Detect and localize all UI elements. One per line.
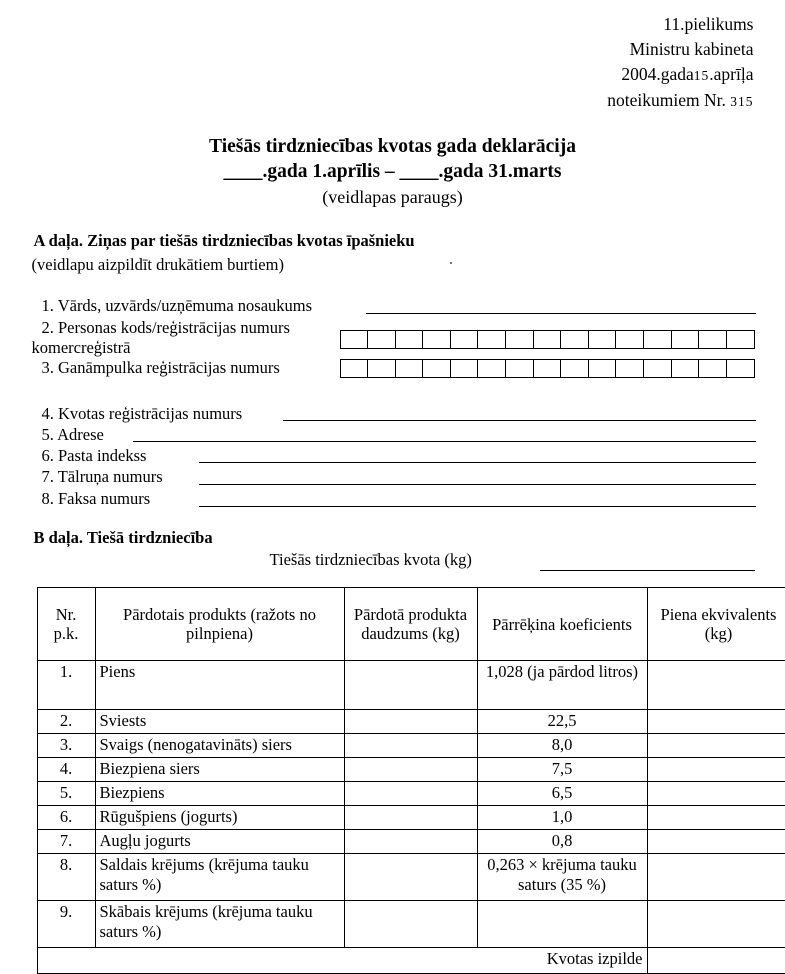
row-amount-input[interactable] xyxy=(344,710,477,734)
table-row xyxy=(37,782,785,806)
comb-cell[interactable] xyxy=(616,360,644,377)
title-note: (veidlapas paraugs) xyxy=(18,185,768,210)
header-line-cabinet: Ministru kabineta xyxy=(454,37,754,62)
header-line-date xyxy=(454,62,754,88)
row-product: Piens xyxy=(95,661,344,710)
field-2-label-cont: komercreģistrā xyxy=(32,338,131,358)
row-equivalent-input[interactable] xyxy=(647,734,785,758)
document-title xyxy=(18,134,768,210)
row-coefficient: 8,0 xyxy=(477,734,647,758)
comb-cell[interactable] xyxy=(644,331,672,348)
table-head xyxy=(37,588,785,661)
field-8-number: 8. xyxy=(42,489,54,509)
comb-cell[interactable] xyxy=(699,360,727,377)
row-index: 9. xyxy=(37,901,95,948)
comb-cell[interactable] xyxy=(672,331,700,348)
column-header-product: Pārdotais produkts (ražots no pilnpiena) xyxy=(95,588,344,661)
products-table-wrapper xyxy=(37,587,755,974)
table-row xyxy=(37,661,785,710)
row-coefficient: 1,028 (ja pārdod litros) xyxy=(477,661,647,710)
row-equivalent-input[interactable] xyxy=(647,661,785,710)
products-table xyxy=(37,587,785,974)
field-3-label xyxy=(42,358,280,378)
row-index: 1. xyxy=(37,661,95,710)
row-equivalent-input[interactable] xyxy=(647,710,785,734)
field-8-input-rule[interactable] xyxy=(199,506,756,507)
field-8-label xyxy=(42,489,151,509)
row-coefficient: 1,0 xyxy=(477,806,647,830)
field-7-input-rule[interactable] xyxy=(199,484,756,485)
table-row xyxy=(37,734,785,758)
field-5-number: 5. xyxy=(42,425,54,445)
title-main: Tiešās tirdzniecības kvotas gada deklarācija xyxy=(18,134,768,159)
quota-label: Tiešās tirdzniecības kvota (kg) xyxy=(270,550,472,570)
section-a-heading: A daļa. Ziņas par tiešās tirdzniecības kvotas īpašnieku xyxy=(34,231,415,251)
field-7-number: 7. xyxy=(42,467,54,487)
field-3-text: Ganāmpulka reģistrācijas numurs xyxy=(58,358,280,377)
column-header-index xyxy=(37,588,95,661)
quota-fulfilment-input[interactable] xyxy=(647,948,785,974)
row-amount-input[interactable] xyxy=(344,734,477,758)
field-3-number: 3. xyxy=(42,358,54,378)
row-equivalent-input[interactable] xyxy=(647,758,785,782)
quota-fulfilment-label: Kvotas izpilde xyxy=(37,948,647,974)
field-4-number: 4. xyxy=(42,404,54,424)
row-index: 8. xyxy=(37,854,95,901)
field-7-text: Tālruņa numurs xyxy=(58,467,163,486)
row-amount-input[interactable] xyxy=(344,782,477,806)
comb-cell[interactable] xyxy=(341,331,369,348)
comb-cell[interactable] xyxy=(451,331,479,348)
row-product: Rūgušpiens (jogurts) xyxy=(95,806,344,830)
comb-cell[interactable] xyxy=(699,331,727,348)
field-6-input-rule[interactable] xyxy=(199,462,756,463)
row-index: 5. xyxy=(37,782,95,806)
comb-cell[interactable] xyxy=(451,360,479,377)
title-period: ____.gada 1.aprīlis – ____.gada 31.marts xyxy=(18,159,768,184)
comb-cell[interactable] xyxy=(341,360,369,377)
row-amount-input[interactable] xyxy=(344,758,477,782)
row-amount-input[interactable] xyxy=(344,806,477,830)
column-header-coefficient: Pārrēķina koeficients xyxy=(477,588,647,661)
comb-cell[interactable] xyxy=(644,360,672,377)
row-product: Biezpiens xyxy=(95,782,344,806)
comb-cell[interactable] xyxy=(478,360,506,377)
field-2-label xyxy=(42,318,290,338)
row-coefficient: 6,5 xyxy=(477,782,647,806)
comb-cell[interactable] xyxy=(396,360,424,377)
field-6-text: Pasta indekss xyxy=(58,446,146,465)
row-index: 3. xyxy=(37,734,95,758)
stray-speck xyxy=(450,262,452,264)
table-header-row xyxy=(37,588,785,661)
section-b-heading: B daļa. Tiešā tirdzniecība xyxy=(34,528,213,548)
table-row xyxy=(37,710,785,734)
column-header-index-l2: p.k. xyxy=(54,624,79,643)
comb-cell[interactable] xyxy=(396,331,424,348)
comb-cell[interactable] xyxy=(589,331,617,348)
table-row xyxy=(37,901,785,948)
table-row xyxy=(37,830,785,854)
header-date-suffix: .aprīļa xyxy=(709,64,753,84)
column-header-amount: Pārdotā produkta daudzums (kg) xyxy=(344,588,477,661)
row-equivalent-input[interactable] xyxy=(647,830,785,854)
table-row xyxy=(37,854,785,901)
row-index: 2. xyxy=(37,710,95,734)
field-8-text: Faksa numurs xyxy=(58,489,150,508)
comb-cell[interactable] xyxy=(561,360,589,377)
row-equivalent-input[interactable] xyxy=(647,782,785,806)
field-1-input-rule[interactable] xyxy=(366,313,756,314)
column-header-milk-equivalent: Piena ekvivalents (kg) xyxy=(647,588,785,661)
row-coefficient: 0,263 × krējuma tauku saturs (35 %) xyxy=(477,854,647,901)
row-product: Saldais krējums (krējuma tauku saturs %) xyxy=(95,854,344,901)
field-5-label xyxy=(42,425,104,445)
row-index: 6. xyxy=(37,806,95,830)
quota-input-rule[interactable] xyxy=(540,570,755,571)
comb-cell[interactable] xyxy=(616,331,644,348)
field-5-text: Adrese xyxy=(57,425,104,444)
field-1-label xyxy=(42,296,313,316)
header-date-prefix: 2004.gada xyxy=(621,64,693,84)
comb-cell[interactable] xyxy=(478,331,506,348)
row-product: Augļu jogurts xyxy=(95,830,344,854)
comb-cell[interactable] xyxy=(423,331,451,348)
row-product: Sviests xyxy=(95,710,344,734)
comb-cell[interactable] xyxy=(506,331,534,348)
field-6-number: 6. xyxy=(42,446,54,466)
field-2-text: Personas kods/reģistrācijas numurs xyxy=(58,318,290,337)
comb-cell[interactable] xyxy=(589,360,617,377)
row-equivalent-input[interactable] xyxy=(647,806,785,830)
field-7-label xyxy=(42,467,163,487)
row-product: Svaigs (nenogatavināts) siers xyxy=(95,734,344,758)
table-row xyxy=(37,758,785,782)
row-product: Biezpiena siers xyxy=(95,758,344,782)
row-equivalent-input[interactable] xyxy=(647,901,785,948)
field-4-label xyxy=(42,404,243,424)
field-5-input-rule[interactable] xyxy=(133,441,756,442)
row-coefficient: 0,8 xyxy=(477,830,647,854)
header-regulation-number: 315 xyxy=(730,94,753,109)
row-amount-input[interactable] xyxy=(344,661,477,710)
row-amount-input[interactable] xyxy=(344,830,477,854)
table-footer-row xyxy=(37,948,785,974)
field-2-comb-input[interactable] xyxy=(340,330,755,349)
header-date-day: 15 xyxy=(694,68,710,83)
comb-cell[interactable] xyxy=(368,360,396,377)
row-coefficient xyxy=(477,901,647,948)
row-index: 7. xyxy=(37,830,95,854)
comb-cell[interactable] xyxy=(561,331,589,348)
row-index: 4. xyxy=(37,758,95,782)
row-amount-input[interactable] xyxy=(344,901,477,948)
row-equivalent-input[interactable] xyxy=(647,854,785,901)
section-a-subheading: (veidlapu aizpildīt drukātiem burtiem) xyxy=(32,255,284,275)
row-amount-input[interactable] xyxy=(344,854,477,901)
header-regulation-prefix: noteikumiem Nr. xyxy=(607,90,726,110)
field-4-text: Kvotas reģistrācijas numurs xyxy=(58,404,242,423)
document-header xyxy=(454,12,754,114)
field-1-number: 1. xyxy=(42,296,54,316)
form-page xyxy=(18,0,768,946)
comb-cell[interactable] xyxy=(672,360,700,377)
field-3-comb-input[interactable] xyxy=(340,359,755,378)
header-line-annex: 11.pielikums xyxy=(454,12,754,37)
comb-cell[interactable] xyxy=(727,331,754,348)
row-coefficient: 7,5 xyxy=(477,758,647,782)
comb-cell[interactable] xyxy=(534,360,562,377)
table-row xyxy=(37,806,785,830)
row-coefficient: 22,5 xyxy=(477,710,647,734)
column-header-index-l1: Nr. xyxy=(56,605,77,624)
comb-cell[interactable] xyxy=(368,331,396,348)
comb-cell[interactable] xyxy=(506,360,534,377)
field-6-label xyxy=(42,446,147,466)
comb-cell[interactable] xyxy=(423,360,451,377)
row-product: Skābais krējums (krējuma tauku saturs %) xyxy=(95,901,344,948)
header-line-regulation xyxy=(454,88,754,114)
comb-cell[interactable] xyxy=(534,331,562,348)
table-body xyxy=(37,661,785,974)
field-4-input-rule[interactable] xyxy=(283,420,756,421)
comb-cell[interactable] xyxy=(727,360,754,377)
field-2-number: 2. xyxy=(42,318,54,338)
field-1-text: Vārds, uzvārds/uzņēmuma nosaukums xyxy=(58,296,312,315)
